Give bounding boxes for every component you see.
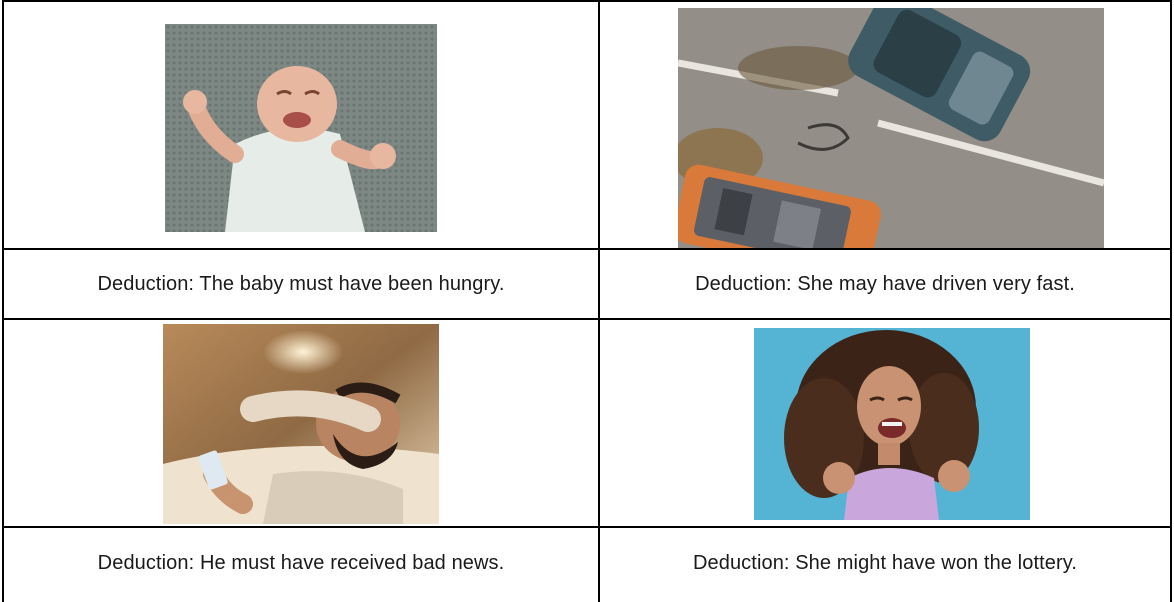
image-cell-crash (600, 2, 1172, 250)
deduction-table (2, 0, 1172, 602)
deduction-caption: Deduction: She may have driven very fast. (695, 272, 1075, 295)
caption-cell (4, 250, 600, 320)
deduction-caption: Deduction: He must have received bad news. (97, 552, 505, 574)
upset-man-phone-photo (163, 324, 439, 524)
car-crash-photo (678, 8, 1104, 248)
crying-baby-photo (165, 24, 437, 232)
caption-cell (4, 528, 600, 602)
image-cell-man (4, 320, 600, 528)
excited-woman-photo (754, 328, 1030, 520)
deduction-caption: Deduction: The baby must have been hungry. (97, 272, 505, 295)
deduction-caption: Deduction: She might have won the lottery. (692, 552, 1078, 574)
image-cell-baby (4, 2, 600, 250)
image-cell-woman (600, 320, 1172, 528)
caption-cell (600, 250, 1172, 320)
caption-cell (600, 528, 1172, 602)
